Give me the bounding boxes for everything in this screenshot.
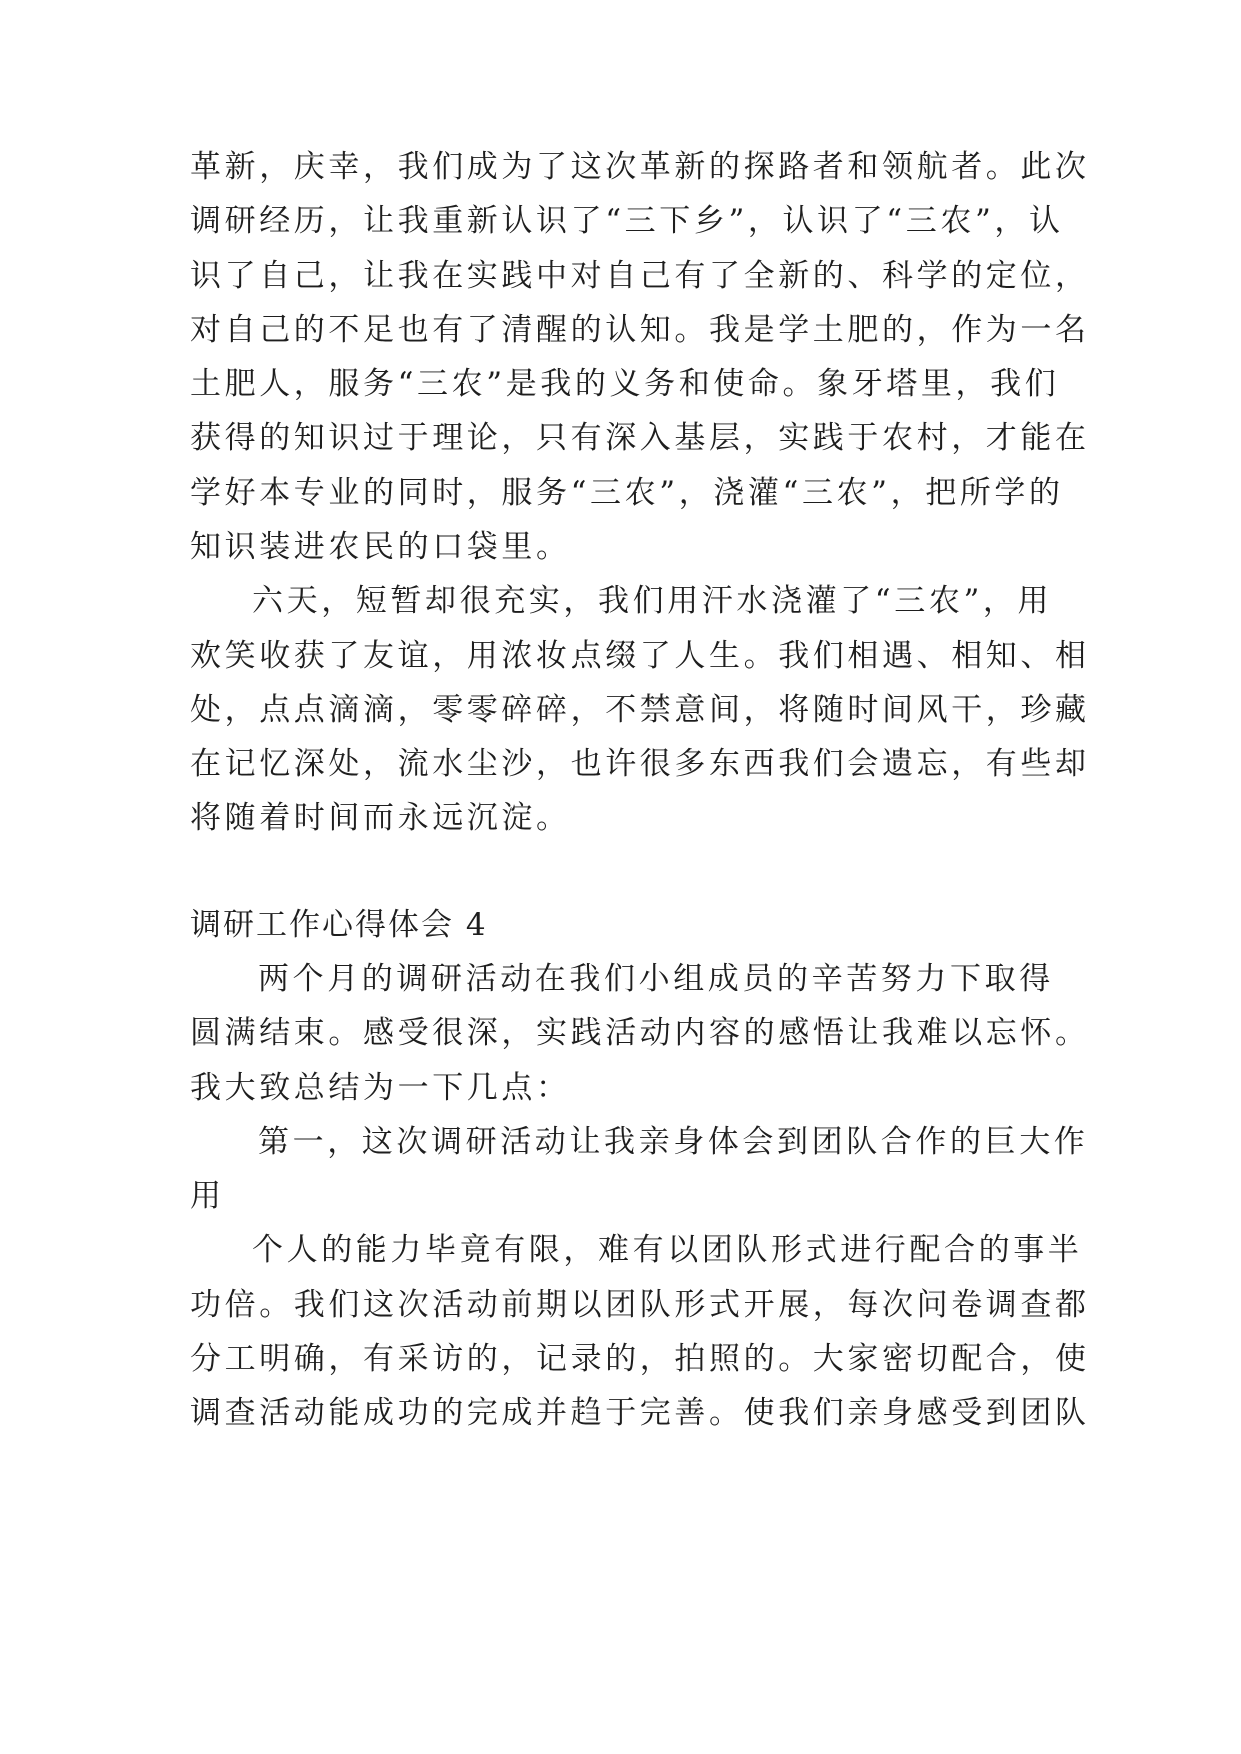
text-line: 土肥人，服务“三农”是我的义务和使命。象牙塔里，我们: [190, 366, 1060, 402]
text-line: 我大致总结为一下几点：: [190, 1070, 571, 1106]
text-line: 在记忆深处，流水尘沙，也许很多东西我们会遗忘，有些却: [190, 746, 1090, 782]
text-line: 将随着时间而永远沉淀。: [190, 800, 571, 836]
text-line: 获得的知识过于理论，只有深入基层，实践于农村，才能在: [190, 420, 1090, 456]
text-line: 对自己的不足也有了清醒的认知。我是学土肥的，作为一名: [190, 312, 1090, 348]
section-heading: 调研工作心得体会 4: [190, 907, 488, 943]
text-line: 圆满结束。感受很深，实践活动内容的感悟让我难以忘怀。: [190, 1015, 1090, 1051]
text-line: 两个月的调研活动在我们小组成员的辛苦努力下取得: [258, 961, 1054, 997]
text-line: 个人的能力毕竟有限，难有以团队形式进行配合的事半: [252, 1232, 1083, 1268]
text-line: 分工明确，有采访的，记录的，拍照的。大家密切配合，使: [190, 1341, 1090, 1377]
text-line: 革新，庆幸，我们成为了这次革新的探路者和领航者。此次: [190, 149, 1090, 185]
text-line: 知识装进农民的口袋里。: [190, 529, 571, 565]
text-line: 学好本专业的同时，服务“三农”，浇灌“三农”，把所学的: [190, 475, 1064, 511]
text-line: 调查活动能成功的完成并趋于完善。使我们亲身感受到团队: [190, 1395, 1090, 1431]
text-line: 功倍。我们这次活动前期以团队形式开展，每次问卷调查都: [190, 1287, 1090, 1323]
text-line: 处，点点滴滴，零零碎碎，不禁意间，将随时间风干，珍藏: [190, 692, 1090, 728]
text-line: 欢笑收获了友谊，用浓妆点缀了人生。我们相遇、相知、相: [190, 638, 1090, 674]
text-line: 六天，短暂却很充实，我们用汗水浇灌了“三农”，用: [252, 583, 1053, 619]
text-line: 用: [190, 1178, 225, 1214]
text-line: 识了自己，让我在实践中对自己有了全新的、科学的定位，: [190, 258, 1090, 294]
text-line: 第一，这次调研活动让我亲身体会到团队合作的巨大作: [258, 1124, 1089, 1160]
text-line: 调研经历，让我重新认识了“三下乡”，认识了“三农”，认: [190, 203, 1064, 239]
